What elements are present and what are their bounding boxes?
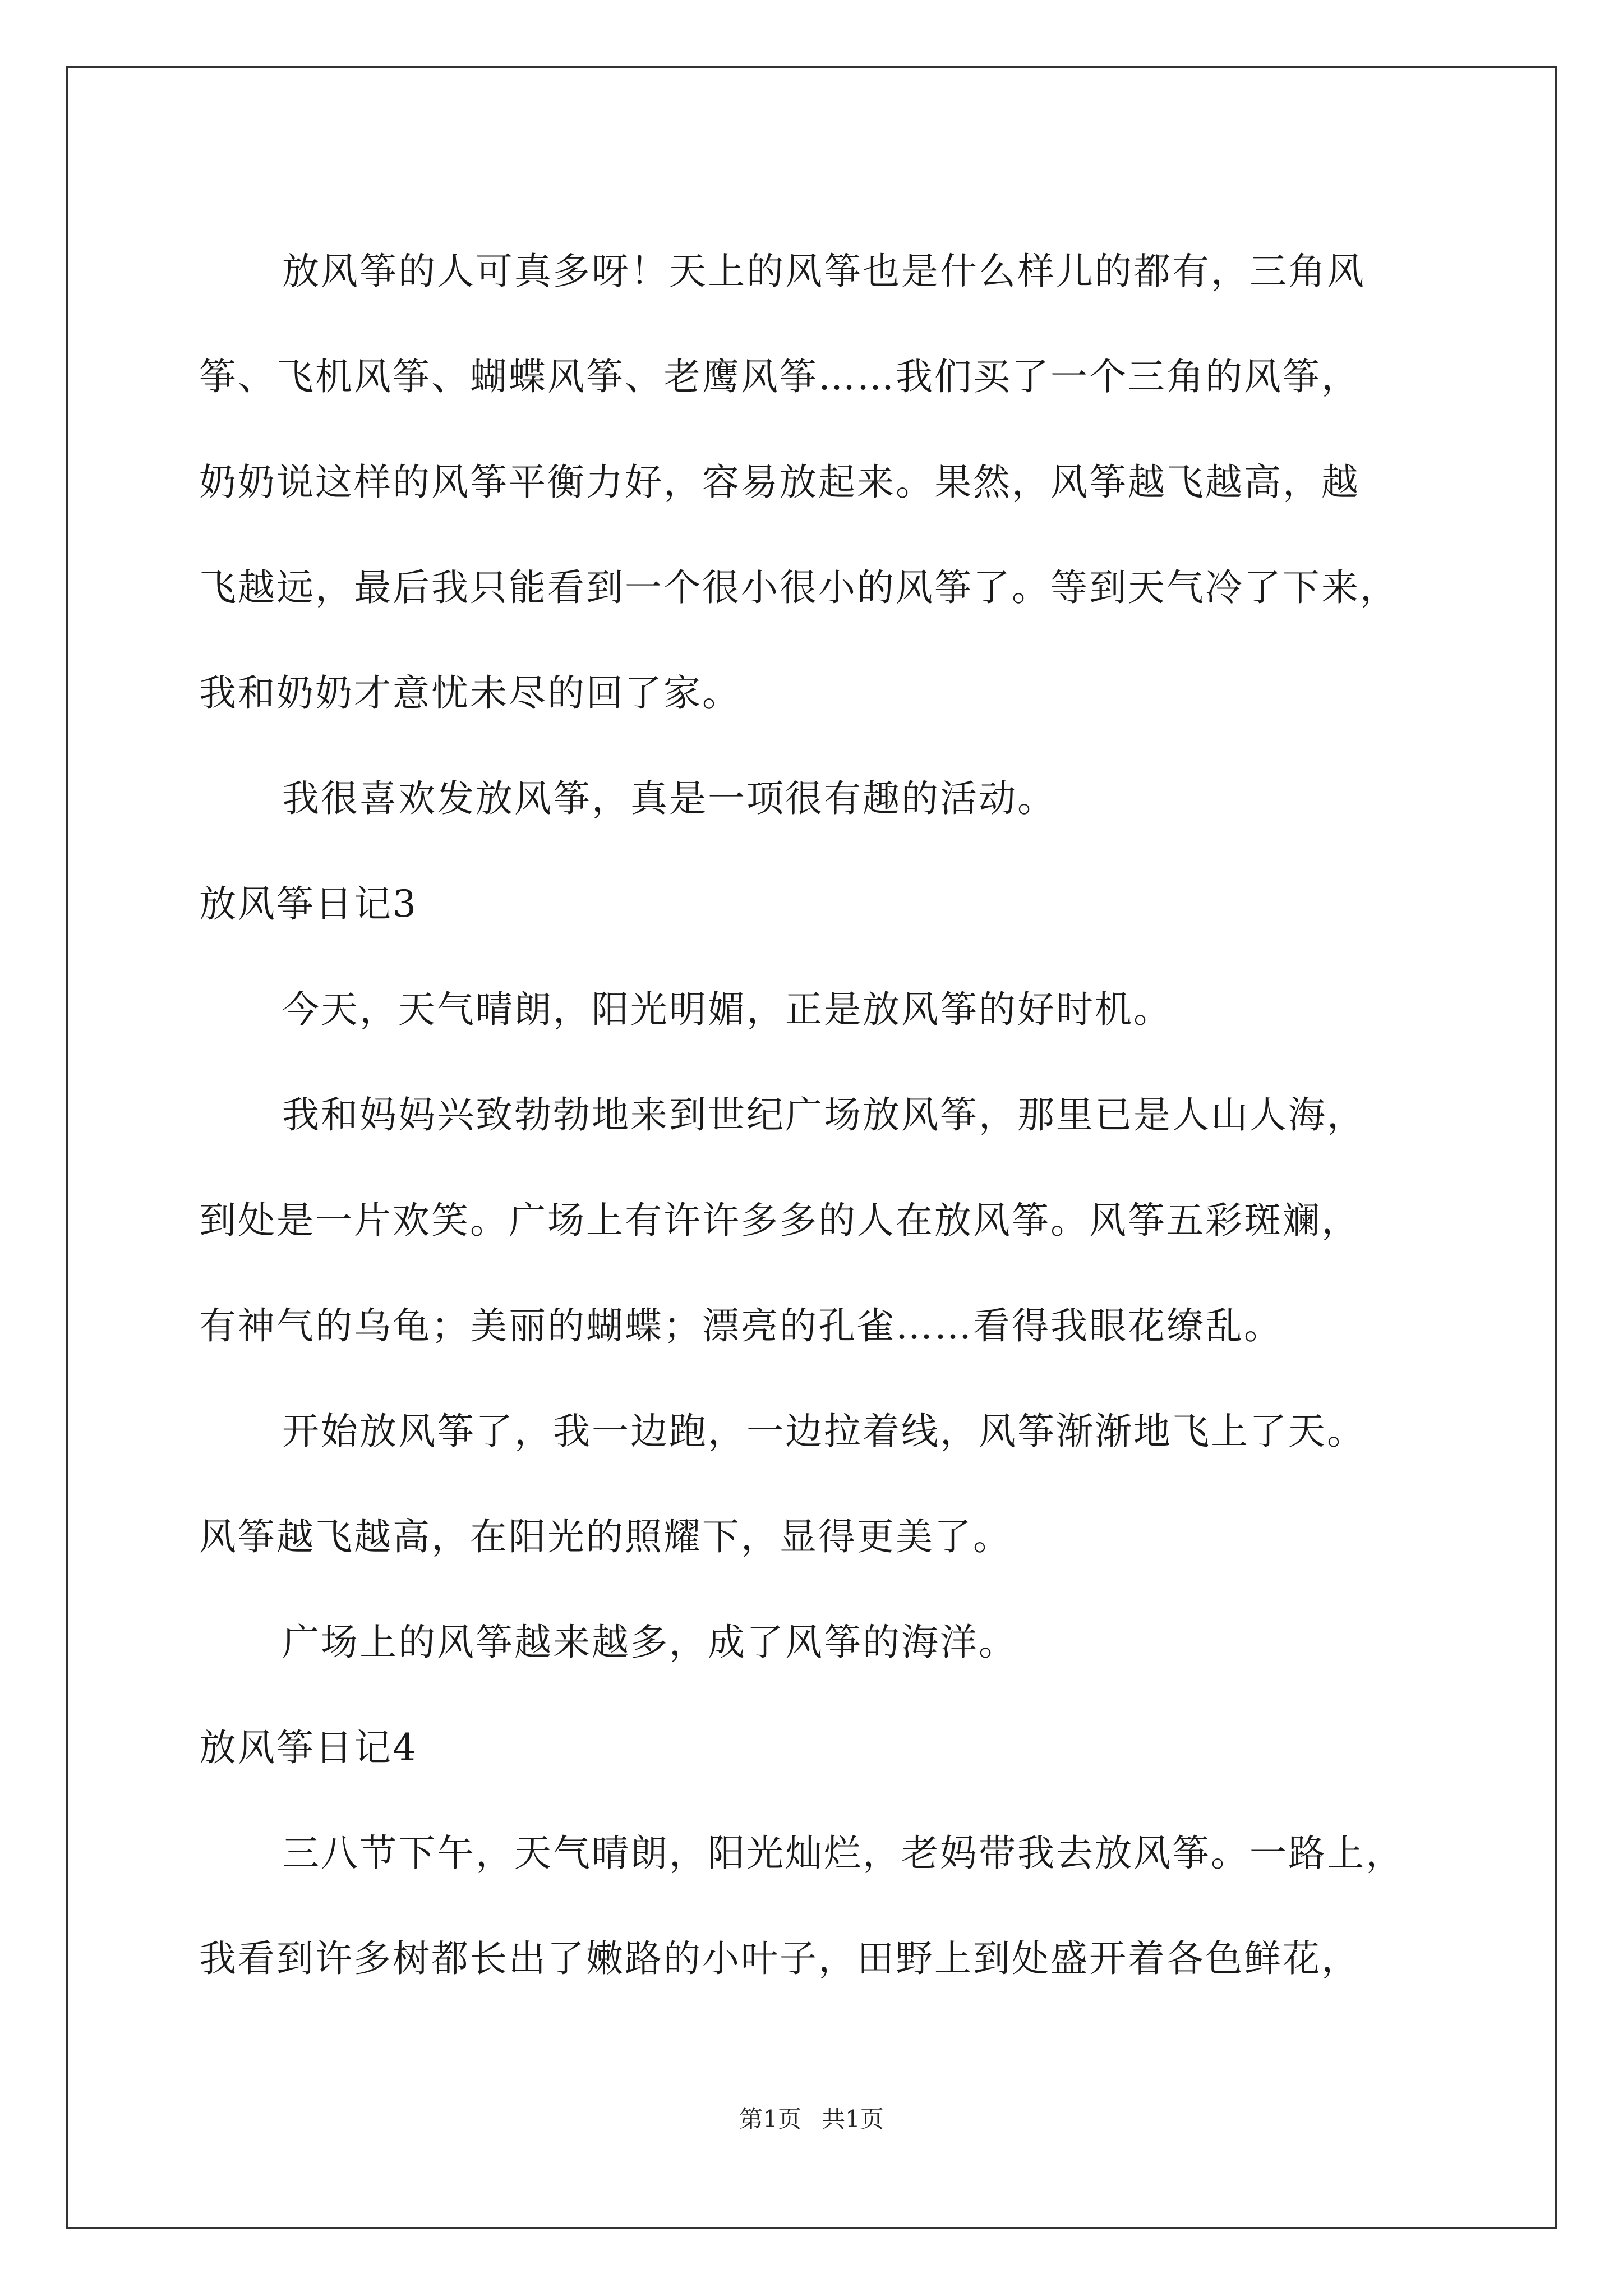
paragraph-line: 我很喜欢发放风筝，真是一项很有趣的活动。 [282, 777, 1056, 820]
paragraph-line: 筝、飞机风筝、蝴蝶风筝、老鹰风筝……我们买了一个三角的风筝， [199, 355, 1360, 398]
paragraph-line: 今天，天气晴朗，阳光明媚，正是放风筝的好时机。 [282, 988, 1172, 1031]
paragraph-line: 三八节下午，天气晴朗，阳光灿烂，老妈带我去放风筝。一路上， [282, 1832, 1404, 1875]
document-body [199, 219, 1461, 2012]
paragraph-line: 到处是一片欢笑。广场上有许许多多的人在放风筝。风筝五彩斑斓， [199, 1199, 1360, 1242]
page-footer [0, 2102, 1623, 2136]
paragraph-line: 风筝越飞越高，在阳光的照耀下，显得更美了。 [199, 1515, 1012, 1558]
paragraph-line: 广场上的风筝越来越多，成了风筝的海洋。 [282, 1621, 1017, 1664]
paragraph-line: 飞越远，最后我只能看到一个很小很小的风筝了。等到天气冷了下来， [199, 566, 1399, 609]
paragraph-line: 我看到许多树都长出了嫩路的小叶子，田野上到处盛开着各色鲜花， [199, 1937, 1360, 1980]
page-number-current: 第1页 [739, 2105, 801, 2133]
paragraph-line: 我和妈妈兴致勃勃地来到世纪广场放风筝，那里已是人山人海， [282, 1093, 1366, 1137]
paragraph-line: 我和奶奶才意忧未尽的回了家。 [199, 671, 741, 715]
section-heading: 放风筝日记4 [199, 1726, 418, 1769]
page-number-total: 共1页 [822, 2105, 884, 2133]
paragraph-line: 开始放风筝了，我一边跑，一边拉着线，风筝渐渐地飞上了天。 [282, 1410, 1366, 1453]
paragraph-line: 放风筝的人可真多呀！天上的风筝也是什么样儿的都有，三角风 [282, 250, 1366, 293]
paragraph-line: 有神气的乌龟；美丽的蝴蝶；漂亮的孔雀……看得我眼花缭乱。 [199, 1304, 1283, 1347]
section-heading: 放风筝日记3 [199, 882, 418, 926]
paragraph-line: 奶奶说这样的风筝平衡力好，容易放起来。果然，风筝越飞越高，越 [199, 461, 1360, 504]
